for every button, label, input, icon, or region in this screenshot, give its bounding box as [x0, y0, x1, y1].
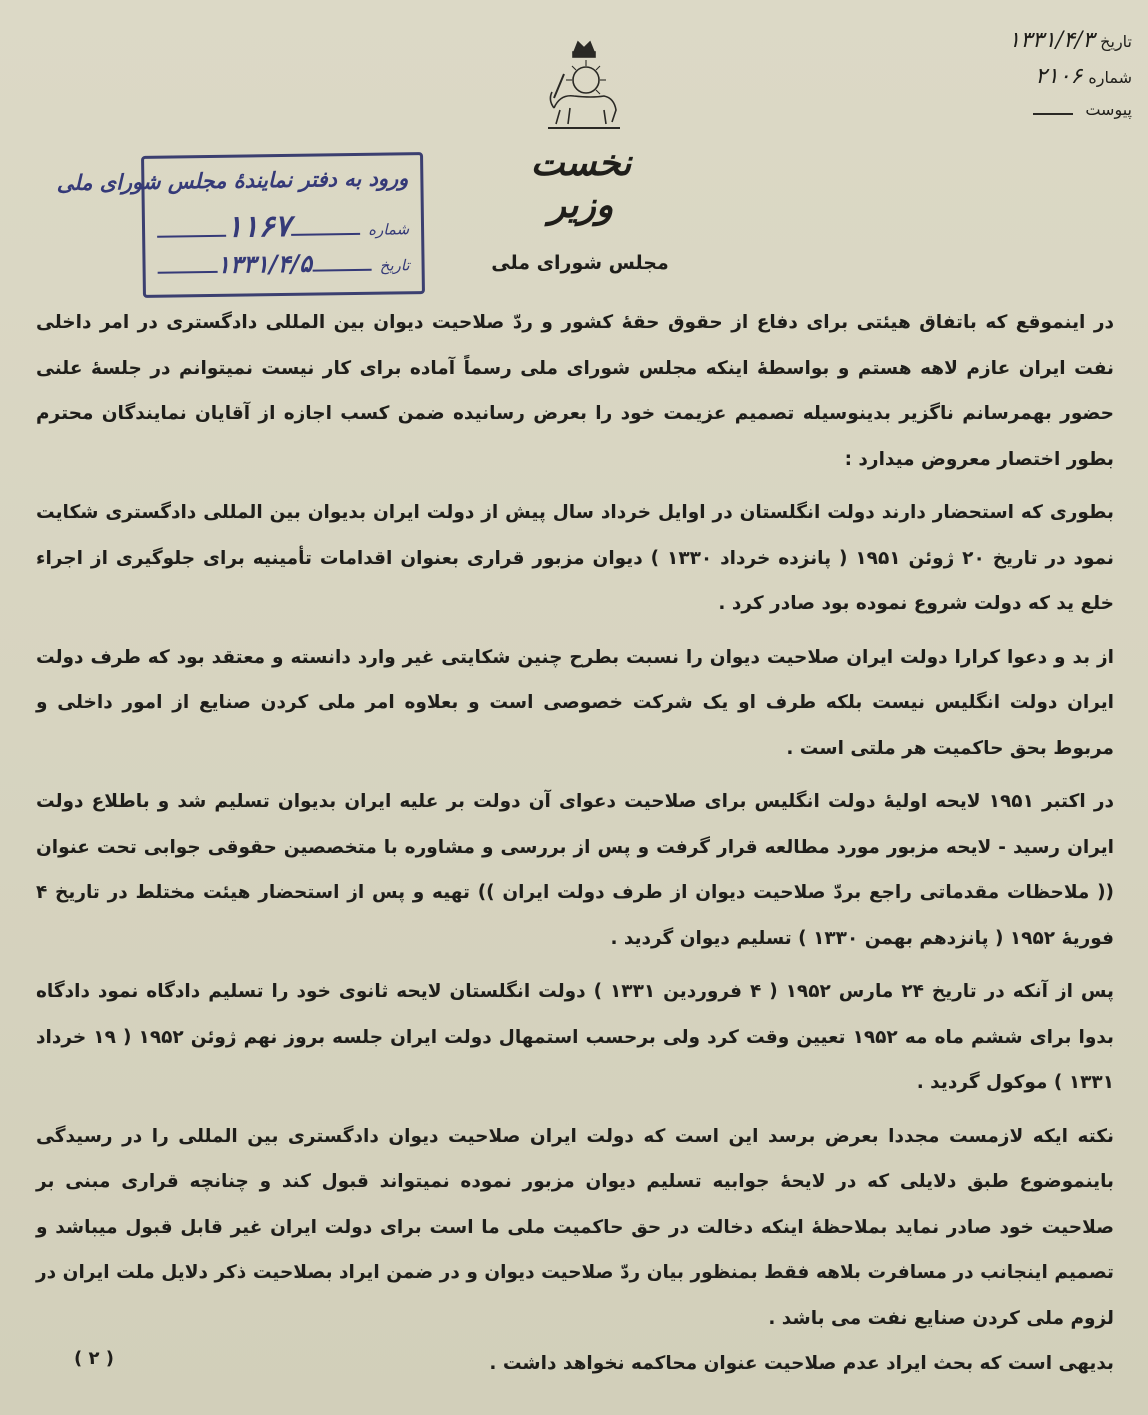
meta-attachment-row: [892, 102, 1132, 138]
lion-and-sun-emblem: [540, 38, 628, 134]
paragraph-5: پس از آنکه در تاریخ ۲۴ مارس ۱۹۵۲ ( ۴ فروردین ۱۳۳۱ ) دولت انگلستان لایحه ثانوی خود را تسلیم دادگاه نمود دادگاه بدوا برای ششم ماه مه ۱۹۵۲ تعیین وقت کرد ولی برحسب استمهال دولت ایران جلسه بروز نهم ژوئن ۱۹۵۲ ( ۱۹ خرداد ۱۳۳۱ ) موکول گردید .: [36, 981, 1115, 1093]
stamp-date-line: [312, 269, 372, 272]
stamp-number-label: شماره: [368, 220, 410, 239]
date-value: ۱۳۳۱/۴/۳: [1008, 28, 1095, 53]
paragraph-4: در اکتبر ۱۹۵۱ لایحه اولیهٔ دولت انگلیس برای صلاحیت دعوای آن دولت بر علیه ایران بدیوان تسلیم شد و باطلاع دولت ایران رسید - لایحه مزبور مورد مطالعه قرار گرفت و پس از بررسی و مشاوره با متخصصین حقوقی جوابی تحت عنوان (( ملاحظات مقدماتی راجع بردّ صلاحیت دیوان از طرف دولت ایران )) تهیه و پس از استحضار هیئت مختلط در تاریخ ۴ فوریهٔ ۱۹۵۲ ( پانزدهم بهمن ۱۳۳۰ ) تسلیم دیوان گردید .: [36, 791, 1114, 949]
page-number: ( ۲ ): [74, 1348, 114, 1369]
registration-stamp: [56, 152, 425, 298]
attachment-dash: [1033, 113, 1073, 115]
meta-number-row: [892, 66, 1132, 102]
attachment-label: پیوست: [1085, 100, 1132, 119]
paragraph-6: نکته ایکه لازمست مجددا بعرض برسد این است که دولت ایران صلاحیت دیوان دادگستری بین المللی را در رسیدگی باینموضوع طبق دلایلی که در لایحهٔ جوابیه تسلیم دیوان مزبور نموده نمیتواند قبول کند و چنانچه قراری مبنی بر صلاحیت خود صادر نماید بملاحظهٔ اینکه دخالت در حق حاکمیت ملی ما است برای دولت ایران غیر قابل قبول میباشد و تصمیم اینجانب در مسافرت بلاهه فقط بمنظور بیان ردّ صلاحیت دیوان و در ضمن ایراد بصلاحیت ذکر دلایل ملت ایران در لزوم ملی کردن صنایع نفت می باشد .: [36, 1125, 1114, 1329]
letter-meta: [892, 30, 1132, 138]
stamp-date-line-2: [158, 271, 218, 274]
stamp-date-label: تاریخ: [379, 256, 410, 275]
number-label: شماره: [1088, 68, 1132, 87]
number-value: ۲۱۰۶: [1035, 64, 1083, 89]
paragraph-7: بدیهی است که بحث ایراد عدم صلاحیت عنوان محاکمه نخواهد داشت .: [489, 1353, 1114, 1374]
stamp-title: ورود به دفتر نمایندهٔ مجلس شورای ملی: [56, 165, 409, 196]
meta-date-row: [892, 30, 1132, 66]
stamp-date-value: ۱۳۳۱/۴/۵: [216, 248, 313, 279]
stamp-number-value: ۱۱۶۷: [226, 208, 292, 245]
paragraph-3: از بد و دعوا کرارا دولت ایران صلاحیت دیوان را نسبت بطرح چنین شکایتی غیر وارد دانسته و معتقد بود که طرف دولت ایران دولت انگلیس نیست بلکه طرف او یک شرکت خصوصی است و بعلاوه امر ملی کردن صنایع از امور داخلی و مربوط بحق حاکمیت هر ملتی است .: [36, 646, 1114, 759]
addressee: مجلس شورای ملی: [491, 252, 669, 274]
stamp-date-row: [157, 247, 409, 280]
paragraph-2: بطوری که استحضار دارند دولت انگلستان در اوایل خرداد سال پیش از دولت ایران بدیوان بین المللی دادگستری شکایت نمود در تاریخ ۲۰ ژوئن ۱۹۵۱ ( پانزده خرداد ۱۳۳۰ ) دیوان مزبور قراری بعنوان اقدامات تأمینیه برای جلوگیری از اجراء خلع ید که دولت شروع نموده بود صادر کرد .: [36, 502, 1114, 614]
stamp-number-line-2: [157, 235, 226, 238]
paragraph-1: در اینموقع که باتفاق هیئتی برای دفاع از حقوق حقهٔ کشور و ردّ صلاحیت دیوان بین المللی دادگستری در امر داخلی نفت ایران عازم لاهه هستم و بواسطهٔ اینکه مجلس شورای ملی رسماً آماده برای کار نیست نمیتوانم در جلسهٔ علنی حضور بهمرسانم ناگزیر بدینوسیله تصمیم عزیمت خود را بعرض رسانیده ضمن کسب اجازه از آقایان نمایندگان محترم بطور اختصار معروض میدارد :: [36, 312, 1114, 470]
date-label: تاریخ: [1100, 32, 1132, 51]
stamp-number-row: [157, 207, 409, 246]
letter-body: [36, 300, 1114, 1387]
stamp-number-line: [291, 233, 360, 236]
office-title: نخست وزیر: [530, 142, 632, 226]
